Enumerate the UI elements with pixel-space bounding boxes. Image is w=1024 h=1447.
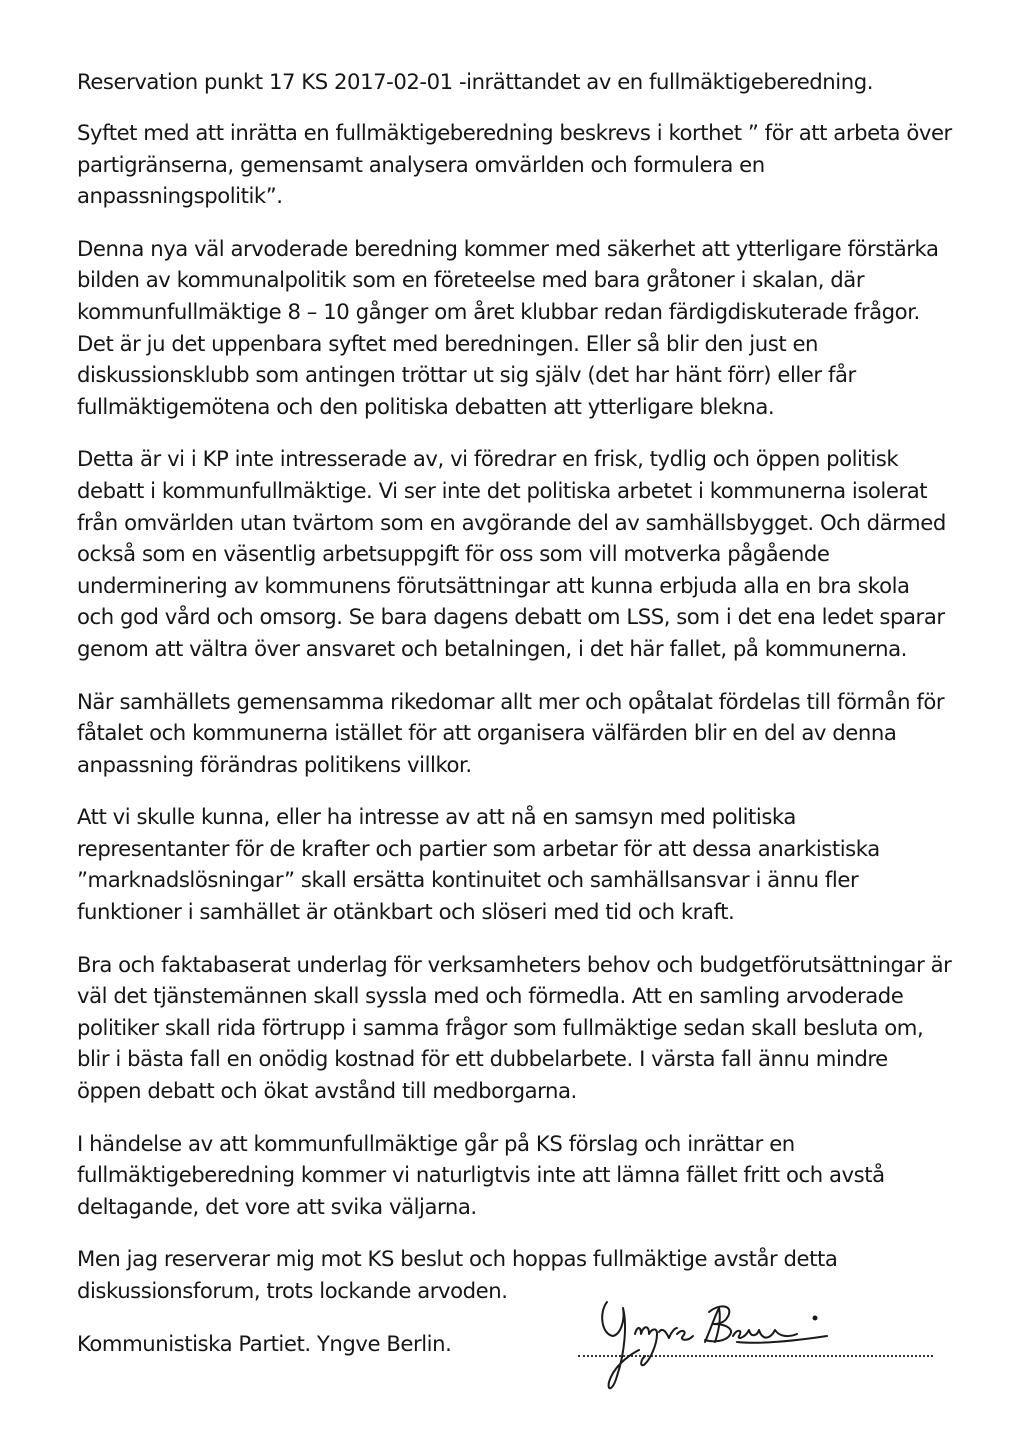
paragraph-line: funktioner i samhället är otänkbart och slöseri med tid och kraft.: [77, 899, 735, 925]
paragraph-line: Denna nya väl arvoderade beredning kommer med säkerhet att ytterligare förstärka: [77, 235, 939, 261]
paragraph-line: Detta är vi i KP inte intresserade av, vi föredrar en frisk, tydlig och öppen politisk: [77, 446, 899, 472]
paragraph-line: underminering av kommunens förutsättningar att kunna erbjuda alla en bra skola: [77, 572, 910, 598]
document-body: [77, 66, 957, 1388]
paragraph-5: [77, 801, 957, 927]
paragraph-line: ”marknadslösningar” skall ersätta kontinuitet och samhällsansvar i ännu fler: [77, 867, 859, 893]
paragraph-line: politiker skall rida förtrupp i samma frågor som fullmäktige sedan skall besluta om,: [77, 1014, 924, 1040]
paragraph-line: I händelse av att kommunfullmäktige går på KS förslag och inrättar en: [77, 1130, 795, 1156]
paragraph-line: fullmäktigemötena och den politiska debatten att ytterligare blekna.: [77, 393, 775, 419]
paragraph-line: Bra och faktabaserat underlag för verksamheters behov och budgetförutsättningar är: [77, 951, 952, 977]
paragraph-line: fullmäktigeberedning kommer vi naturligtvis inte att lämna fället fritt och avstå: [77, 1162, 885, 1188]
paragraph-line: När samhällets gemensamma rikedomar allt mer och opåtalat fördelas till förmån för: [77, 688, 945, 714]
paragraph-4: [77, 686, 957, 781]
paragraph-line: från omvärlden utan tvärtom som en avgörande del av samhällsbygget. Och därmed: [77, 509, 946, 535]
paragraph-3: [77, 443, 957, 664]
paragraph-1: [77, 117, 957, 212]
handwritten-signature: [587, 1272, 847, 1402]
paragraph-line: öppen debatt och ökat avstånd till medborgarna.: [77, 1078, 577, 1104]
paragraph-7: [77, 1128, 957, 1223]
paragraph-line: genom att vältra över ansvaret och betalningen, i det här fallet, på kommunerna.: [77, 635, 907, 661]
paragraph-line: representanter för de krafter och partier som arbetar för att dessa anarkistiska: [77, 835, 880, 861]
paragraph-line: väl det tjänstemännen skall syssla med och förmedla. Att en samling arvoderade: [77, 983, 904, 1009]
paragraph-line: Att vi skulle kunna, eller ha intresse av att nå en samsyn med politiska: [77, 804, 796, 830]
paragraph-line: Men jag reserverar mig mot KS beslut och hoppas fullmäktige avstår detta: [77, 1246, 838, 1272]
paragraph-line: fåtalet och kommunerna istället för att organisera välfärden blir en del av denna: [77, 720, 897, 746]
paragraph-line: Syftet med att inrätta en fullmäktigeberedning beskrevs i korthet ” för att arbeta över: [77, 120, 952, 145]
paragraph-line: Det är ju det uppenbara syftet med beredningen. Eller så blir den just en: [77, 330, 819, 356]
paragraph-line: anpassningspolitik”.: [77, 183, 283, 209]
paragraph-line: debatt i kommunfullmäktige. Vi ser inte det politiska arbetet i kommunerna isolerat: [77, 477, 928, 503]
closing-row: [77, 1328, 957, 1388]
paragraph-6: [77, 949, 957, 1107]
paragraph-line: diskussionsforum, trots lockande arvoden.: [77, 1278, 508, 1303]
paragraph-line: deltagande, det vore att svika väljarna.: [77, 1193, 477, 1219]
paragraph-line: diskussionsklubb som antingen tröttar ut sig själv (det har hänt förr) eller får: [77, 362, 856, 388]
paragraph-line: blir i bästa fall en onödig kostnad för ett dubbelarbete. I värsta fall ännu mindre: [77, 1046, 888, 1072]
paragraph-line: partigränserna, gemensamt analysera omvärlden och formulera en: [77, 151, 765, 177]
paragraph-2: [77, 233, 957, 423]
paragraph-line: bilden av kommunalpolitik som en företeelse med bara gråtoner i skalan, där: [77, 267, 865, 293]
closing-signoff: Kommunistiska Partiet. Yngve Berlin.: [77, 1330, 452, 1356]
paragraph-line: och god vård och omsorg. Se bara dagens debatt om LSS, som i det ena ledet sparar: [77, 604, 945, 630]
paragraph-line: kommunfullmäktige 8 – 10 gånger om året klubbar redan färdigdiskuterade frågor.: [77, 298, 920, 324]
paragraph-line: anpassning förändras politikens villkor.: [77, 751, 472, 777]
document-heading: Reservation punkt 17 KS 2017-02-01 -inrättandet av en fullmäktigeberedning.: [77, 69, 873, 94]
paragraph-line: också som en väsentlig arbetsuppgift för oss som vill motverka pågående: [77, 541, 830, 567]
